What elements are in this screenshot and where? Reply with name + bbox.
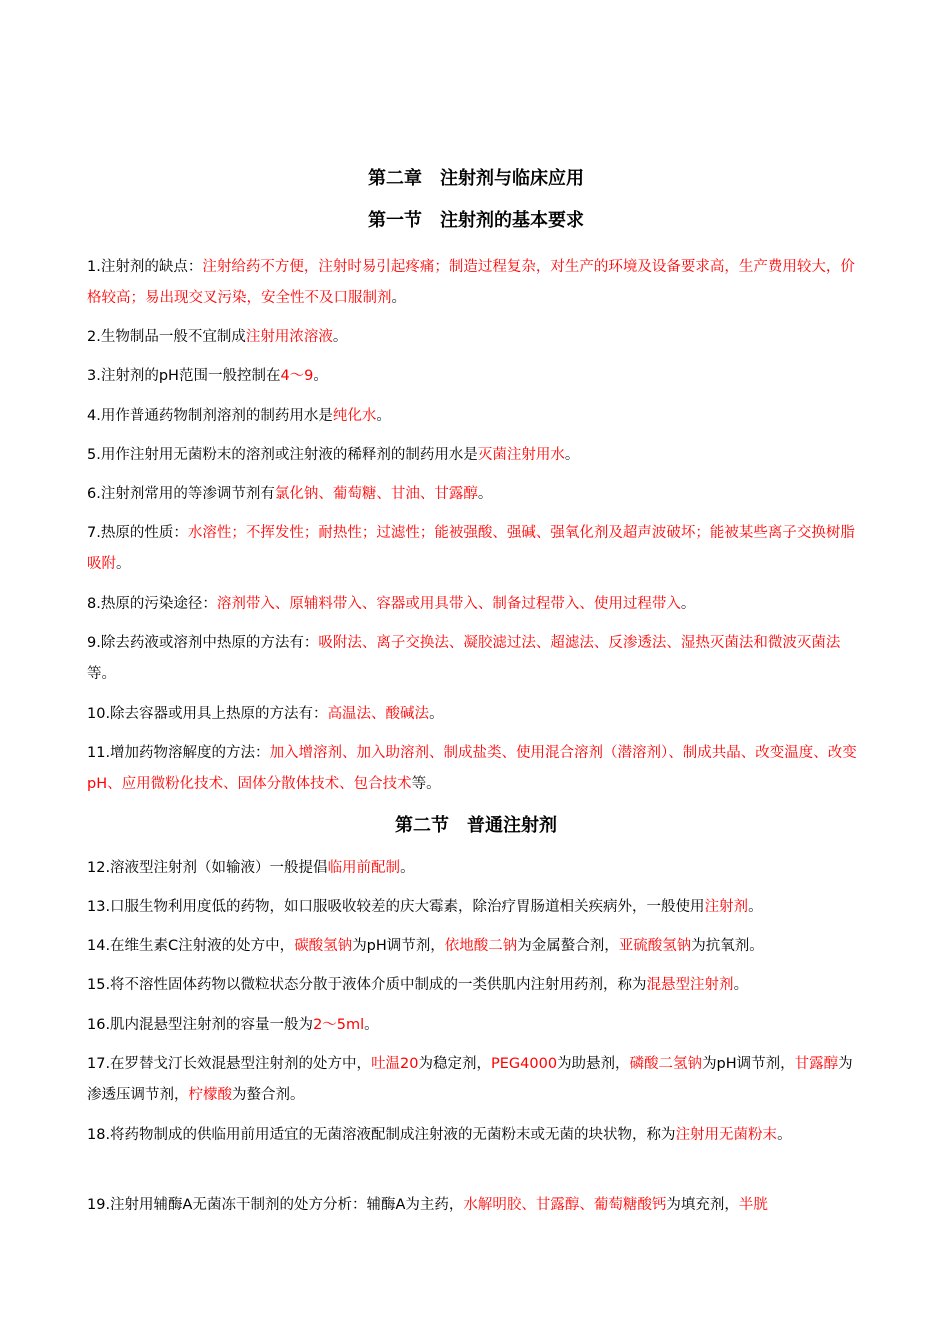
highlighted-text: 半胱 xyxy=(738,1197,768,1213)
body-text: 3.注射剂的pH范围一般控制在 xyxy=(87,368,281,384)
body-text: 为螯合剂。 xyxy=(232,1087,305,1103)
body-text: 。 xyxy=(400,860,415,876)
body-text: 12.溶液型注射剂（如输液）一般提倡 xyxy=(87,860,328,876)
highlighted-text: 加入增溶剂、加入助溶剂、制成盐类、使用混合溶剂（潜溶剂）、制成共晶、改变温度、改变pH、应用微粉化技术、固体分散体技术、包合技术 xyxy=(87,745,857,792)
highlighted-text: 临用前配制 xyxy=(327,860,401,876)
body-text: 16.肌内混悬型注射剂的容量一般为 xyxy=(87,1017,314,1033)
body-text: 11.增加药物溶解度的方法： xyxy=(87,745,270,761)
body-text: 。 xyxy=(680,596,696,612)
list-item xyxy=(87,440,865,471)
list-item xyxy=(87,1010,865,1041)
list-item xyxy=(87,970,865,1001)
highlighted-text: 注射用浓溶液 xyxy=(245,329,333,345)
highlighted-text: 高温法、酸碱法 xyxy=(327,706,430,722)
highlighted-text: 磷酸二氢钠 xyxy=(629,1056,703,1072)
highlighted-text: 水解明胶、甘露醇、葡萄糖酸钙 xyxy=(463,1197,667,1213)
body-text: 。 xyxy=(116,556,131,572)
highlighted-text: 水溶性；不挥发性；耐热性；过滤性；能被强酸、强碱、强氧化剂及超声波破坏；能被某些离子交换树脂吸附 xyxy=(87,525,855,572)
body-text: 为抗氧剂。 xyxy=(691,938,764,954)
body-text: 2.生物制品一般不宜制成 xyxy=(87,329,246,345)
highlighted-text: 混悬型注射剂 xyxy=(646,977,734,993)
highlighted-text: 4～9 xyxy=(280,368,314,384)
list-item xyxy=(87,589,865,620)
list-item xyxy=(87,322,865,353)
list-item xyxy=(87,1120,865,1151)
body-text: 18.将药物制成的供临用前用适宜的无菌溶液配制成注射液的无菌粉末或无菌的块状物，称为 xyxy=(87,1127,676,1143)
highlighted-text: PEG4000 xyxy=(491,1056,558,1072)
body-text: 7.热原的性质： xyxy=(87,525,188,541)
chapter-title: 第二章 注射剂与临床应用 xyxy=(368,168,584,189)
body-text: 为pH调节剂， xyxy=(352,938,445,954)
highlighted-text: 溶剂带入、原辅料带入、容器或用具带入、制备过程带入、使用过程带入 xyxy=(216,596,681,612)
list-item xyxy=(87,628,865,690)
highlighted-text: 注射剂 xyxy=(704,899,749,915)
section-title: 第二节 普通注射剂 xyxy=(395,815,557,836)
body-text: 17.在罗替戈汀长效混悬型注射剂的处方中， xyxy=(87,1056,372,1072)
highlighted-text: 注射用无菌粉末 xyxy=(675,1127,778,1143)
list-item xyxy=(87,892,865,923)
list-item xyxy=(87,252,865,314)
highlighted-text: 氯化钠、葡萄糖、甘油、甘露醇 xyxy=(274,486,478,502)
highlighted-text: 灭菌注射用水 xyxy=(477,447,565,463)
highlighted-text: 2～5ml xyxy=(313,1017,365,1033)
highlighted-text: 注射给药不方便，注射时易引起疼痛；制造过程复杂，对生产的环境及设备要求高，生产费用较大，价格较高；易出现交叉污染，安全性不及口服制剂 xyxy=(87,259,855,306)
body-text: 13.口服生物利用度低的药物，如口服吸收较差的庆大霉素，除治疗胃肠道相关疾病外，一般使用 xyxy=(87,899,705,915)
list-item xyxy=(87,361,865,392)
body-text: 为渗透压调节剂， xyxy=(87,1056,853,1103)
body-text: 9.除去药液或溶剂中热原的方法有： xyxy=(87,635,319,651)
list-item xyxy=(87,1190,865,1221)
body-text: 。 xyxy=(391,290,406,306)
section-title: 第一节 注射剂的基本要求 xyxy=(368,210,584,231)
body-text: 1.注射剂的缺点： xyxy=(87,259,203,275)
list-item xyxy=(87,853,865,884)
body-text: 。 xyxy=(748,899,763,915)
list-item xyxy=(87,401,865,432)
body-text: 等。 xyxy=(87,666,116,682)
body-text: 等。 xyxy=(411,776,441,792)
body-text: 4.用作普通药物制剂溶剂的制药用水是 xyxy=(87,408,333,424)
body-text: 。 xyxy=(733,977,749,993)
body-text: 。 xyxy=(477,486,493,502)
highlighted-text: 吸附法、离子交换法、凝胶滤过法、超滤法、反渗透法、湿热灭菌法和微波灭菌法 xyxy=(318,635,841,651)
list-item xyxy=(87,1049,865,1111)
body-text: 为金属螯合剂， xyxy=(517,938,619,954)
body-text: 为稳定剂， xyxy=(418,1056,492,1072)
body-text: 5.用作注射用无菌粉末的溶剂或注射液的稀释剂的制药用水是 xyxy=(87,447,478,463)
highlighted-text: 甘露醇 xyxy=(794,1056,839,1072)
body-text: 。 xyxy=(376,408,391,424)
list-item xyxy=(87,931,865,962)
highlighted-text: 纯化水 xyxy=(332,408,377,424)
list-item xyxy=(87,479,865,510)
body-text: 。 xyxy=(313,368,328,384)
highlighted-text: 柠檬酸 xyxy=(188,1087,232,1103)
list-item xyxy=(87,699,865,730)
body-text: 10.除去容器或用具上热原的方法有： xyxy=(87,706,328,722)
highlighted-text: 依地酸二钠 xyxy=(444,938,518,954)
body-text: 15.将不溶性固体药物以微粒状态分散于液体介质中制成的一类供肌内注射用药剂，称为 xyxy=(87,977,647,993)
highlighted-text: 吐温20 xyxy=(371,1056,419,1072)
highlighted-text: 亚硫酸氢钠 xyxy=(618,938,692,954)
body-text: 为助悬剂， xyxy=(557,1056,630,1072)
body-text: 。 xyxy=(564,447,580,463)
list-item xyxy=(87,738,865,800)
body-text: 6.注射剂常用的等渗调节剂有 xyxy=(87,486,275,502)
body-text: 8.热原的污染途径： xyxy=(87,596,217,612)
body-text: 。 xyxy=(777,1127,792,1143)
body-text: 为填充剂， xyxy=(666,1197,739,1213)
body-text: 。 xyxy=(429,706,444,722)
body-text: 。 xyxy=(364,1017,379,1033)
body-text: 14.在维生素C注射液的处方中， xyxy=(87,938,295,954)
body-text: 19.注射用辅酶A无菌冻干制剂的处方分析：辅酶A为主药， xyxy=(87,1197,464,1213)
list-item xyxy=(87,518,865,580)
body-text: 为pH调节剂， xyxy=(702,1056,795,1072)
body-text: 。 xyxy=(332,329,348,345)
highlighted-text: 碳酸氢钠 xyxy=(294,938,353,954)
